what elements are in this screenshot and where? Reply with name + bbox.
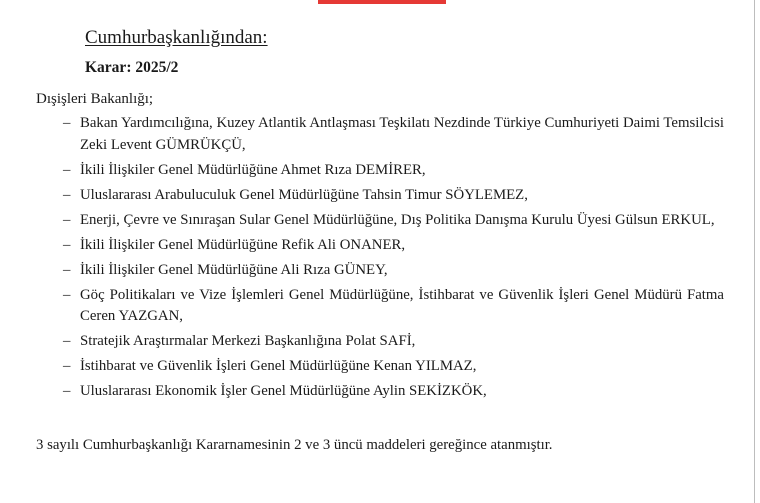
appointment-text: Uluslararası Arabuluculuk Genel Müdürlüğüne Tahsin Timur SÖYLEMEZ, <box>80 186 528 203</box>
appointment-item <box>58 356 724 378</box>
appointment-item <box>58 210 724 232</box>
list-dash: – <box>63 286 71 303</box>
decision-number: Karar: 2025/2 <box>85 59 179 76</box>
appointment-item <box>58 185 724 207</box>
legal-basis-text: 3 sayılı Cumhurbaşkanlığı Kararnamesinin 2 ve 3 üncü maddeleri gereğince atanmıştır. <box>36 437 553 453</box>
ministry-name: Dışişleri Bakanlığı; <box>36 91 154 107</box>
appointment-item <box>58 285 724 328</box>
list-dash: – <box>63 333 71 349</box>
list-dash: – <box>63 358 71 374</box>
appointment-text: Bakan Yardımcılığına, Kuzey Atlantik Antlaşması Teşkilatı Nezdinde Türkiye Cumhuriyeti Daimi Temsilcisi Zeki Levent GÜMRÜKÇÜ, <box>80 115 724 153</box>
page-edge-divider <box>754 0 755 503</box>
appointment-item <box>58 381 724 403</box>
appointment-text: Enerji, Çevre ve Sınıraşan Sular Genel Müdürlüğüne, Dış Politika Danışma Kurulu Üyesi Gülsun ERKUL, <box>80 211 715 228</box>
header-accent-bar <box>318 0 446 4</box>
appointment-list <box>58 113 724 406</box>
appointment-text: Göç Politikaları ve Vize İşlemleri Genel Müdürlüğüne, İstihbarat ve Güvenlik İşleri Genel Müdürü Fatma Ceren YAZGAN, <box>80 286 724 324</box>
appointment-item <box>58 260 724 282</box>
appointment-item <box>58 235 724 257</box>
appointment-item <box>58 160 724 182</box>
list-dash: – <box>63 211 71 228</box>
appointment-text: İstihbarat ve Güvenlik İşleri Genel Müdürlüğüne Kenan YILMAZ, <box>80 358 477 374</box>
list-dash: – <box>63 161 71 178</box>
appointment-item <box>58 113 724 156</box>
list-dash: – <box>63 115 71 131</box>
issuer-heading: Cumhurbaşkanlığından: <box>85 27 268 48</box>
list-dash: – <box>63 236 71 253</box>
appointment-text: İkili İlişkiler Genel Müdürlüğüne Refik Ali ONANER, <box>80 236 406 253</box>
appointment-text: İkili İlişkiler Genel Müdürlüğüne Ali Rıza GÜNEY, <box>80 261 388 278</box>
list-dash: – <box>63 186 71 203</box>
appointment-item <box>58 331 724 353</box>
list-dash: – <box>63 261 71 278</box>
appointment-text: İkili İlişkiler Genel Müdürlüğüne Ahmet Rıza DEMİRER, <box>80 161 426 178</box>
list-dash: – <box>63 383 71 399</box>
appointment-text: Stratejik Araştırmalar Merkezi Başkanlığına Polat SAFİ, <box>80 333 416 349</box>
appointment-text: Uluslararası Ekonomik İşler Genel Müdürlüğüne Aylin SEKİZKÖK, <box>80 383 487 399</box>
